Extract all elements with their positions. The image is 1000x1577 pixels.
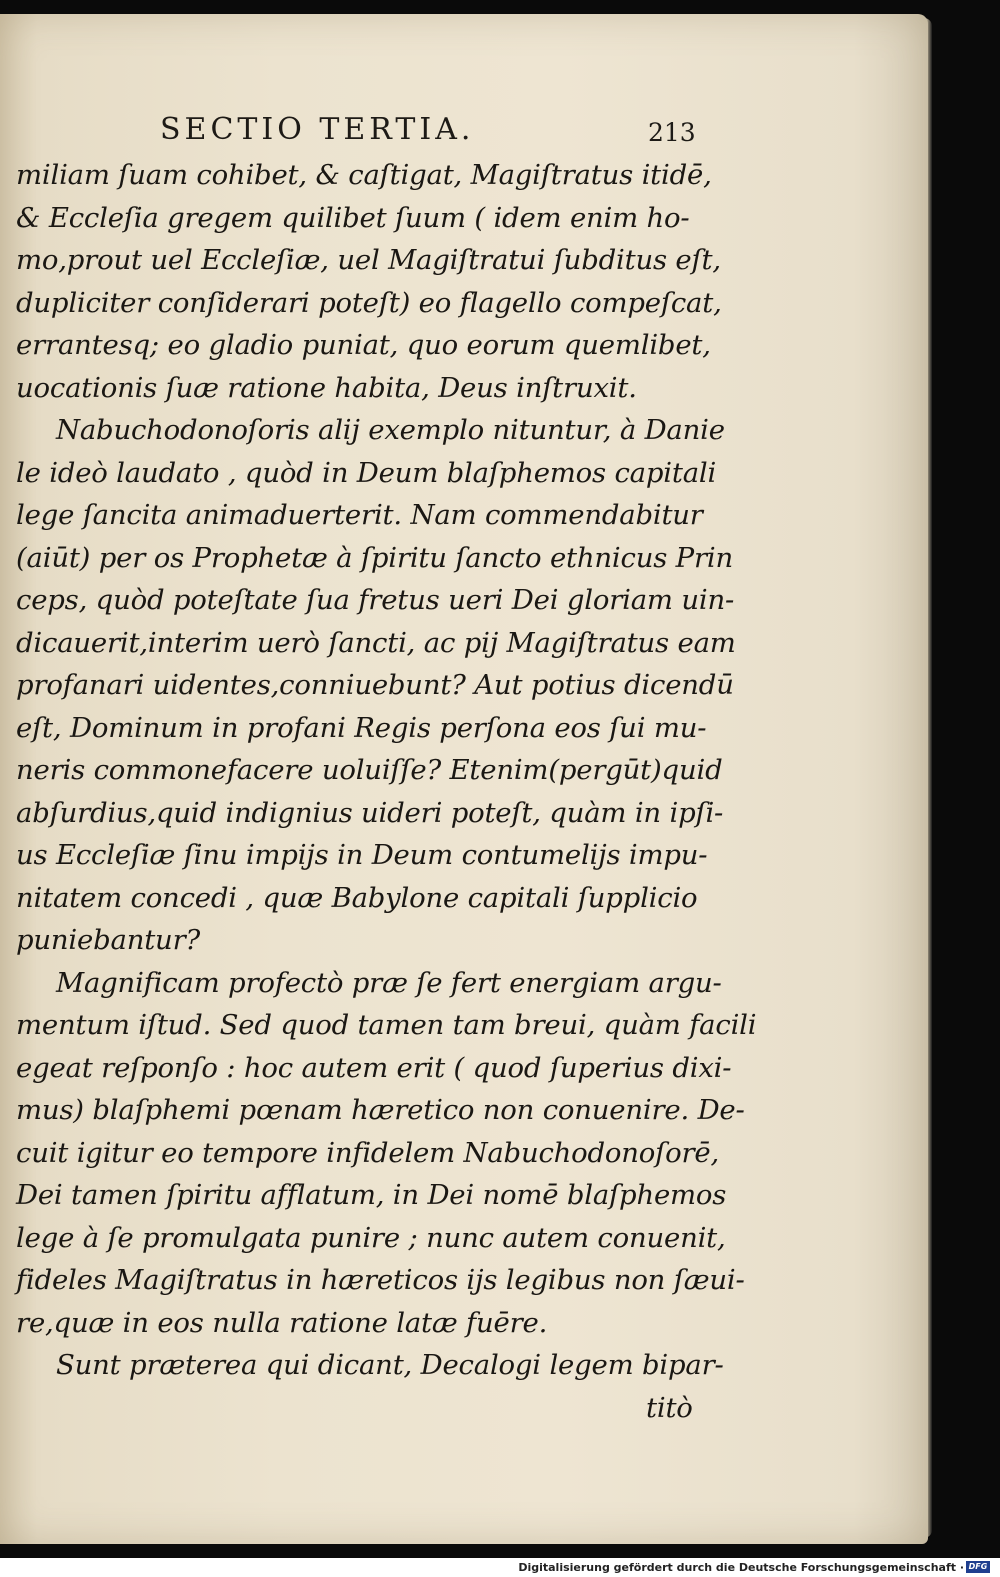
- text-line: fideles Magiſtratus in hæreticos ijs legibus non ſæui-: [16, 1264, 745, 1296]
- text-line: neris commonefacere uoluiſſe? Etenim(pergūt)quid: [16, 754, 723, 786]
- text-line: uocationis ſuæ ratione habita, Deus inſtruxit.: [16, 371, 637, 404]
- text-line: abſurdius,quid indignius uideri poteſt, quàm in ipſi-: [16, 796, 724, 829]
- funding-credit: Digitalisierung gefördert durch die Deutsche Forschungsgemeinschaft ·: [518, 1561, 964, 1574]
- text-line: mo,prout uel Eccleſiæ, uel Magiſtratui ſubditus eſt,: [16, 244, 721, 276]
- paragraph-start-line: Sunt præterea qui dicant, Decalogi legem bipar-: [56, 1349, 724, 1381]
- text-line: mentum iſtud. Sed quod tamen tam breui, quàm facili: [16, 1009, 757, 1041]
- text-line: lege à ſe promulgata punire ; nunc autem conuenit,: [16, 1221, 726, 1254]
- text-line: egeat reſponſo : hoc autem erit ( quod ſuperius dixi-: [16, 1051, 732, 1084]
- catchword: titò: [646, 1391, 693, 1424]
- text-line: miliam ſuam cohibet, & caſtigat, Magiſtratus itidē,: [16, 159, 712, 191]
- text-line: dupliciter conſiderari poteſt) eo flagello compeſcat,: [16, 286, 722, 319]
- text-line: lege ſancita animaduerterit. Nam commendabitur: [16, 499, 703, 531]
- running-title: SECTIO TERTIA.: [160, 112, 475, 147]
- text-line: ceps, quòd poteſtate ſua fretus ueri Dei gloriam uin-: [16, 584, 735, 616]
- running-head: [0, 112, 928, 152]
- text-line: profanari uidentes,conniuebunt? Aut potius dicendū: [16, 669, 734, 701]
- text-line: nitatem concedi , quæ Babylone capitali ſupplicio: [16, 881, 698, 914]
- text-line: eſt, Dominum in profani Regis perſona eos ſui mu-: [16, 711, 707, 744]
- text-line: & Eccleſia gregem quilibet ſuum ( idem enim ho-: [16, 201, 690, 234]
- dfg-logo-badge: DFG: [966, 1561, 990, 1573]
- book-page: [0, 14, 928, 1544]
- text-line: re,quæ in eos nulla ratione latæ fuēre.: [16, 1306, 548, 1339]
- body-text: [16, 154, 757, 1429]
- text-line: errantesq; eo gladio puniat, quo eorum quemlibet,: [16, 329, 711, 361]
- text-line: puniebantur?: [16, 924, 201, 956]
- page-number: 213: [648, 118, 696, 147]
- text-line: mus) blaſphemi pœnam hæretico non conuenire. De-: [16, 1094, 745, 1126]
- paragraph-start-line: Magnificam profectò præ ſe fert energiam argu-: [56, 966, 722, 999]
- text-line: us Eccleſiæ ſinu impijs in Deum contumelijs impu-: [16, 839, 708, 871]
- text-line: dicauerit,interim uerò ſancti, ac pij Magiſtratus eam: [16, 626, 736, 659]
- text-line: Dei tamen ſpiritu afflatum, in Dei nomē blaſphemos: [16, 1179, 727, 1211]
- text-line: cuit igitur eo tempore infidelem Nabuchodonoſorē,: [16, 1136, 720, 1169]
- text-line: le ideò laudato , quòd in Deum blaſphemos capitali: [16, 456, 717, 489]
- footer-bar: [0, 1558, 1000, 1577]
- text-line: (aiūt) per os Prophetæ à ſpiritu ſancto ethnicus Prin: [16, 541, 734, 574]
- paragraph-start-line: Nabuchodonoſoris alij exemplo nituntur, à Danie: [56, 414, 725, 446]
